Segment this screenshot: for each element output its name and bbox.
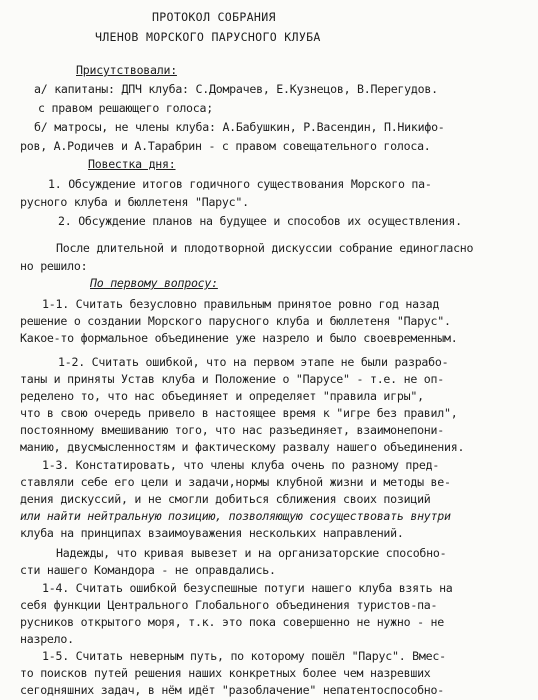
- text-line: После длительной и плодотворной дискуссии собрание единогласно: [56, 241, 474, 255]
- text-line: б/ матросы, не члены клуба: А.Бабушкин, Р.Васендин, П.Никифо-: [34, 120, 445, 134]
- text-line: манию, двусмысленностям и фактическому развалу нашего объединения.: [20, 440, 465, 454]
- text-line: сегодняшних задач, в нём идёт "разоблачение" непатентоспособно-: [20, 683, 444, 697]
- text-line: с правом решающего голоса;: [38, 101, 213, 115]
- text-line: Присутствовали:: [76, 63, 177, 77]
- document-title: ПРОТОКОЛ СОБРАНИЯ: [152, 10, 276, 24]
- text-line: русников открытого моря, т.к. это пока совершенно не нужно - не: [20, 615, 444, 629]
- text-line: а/ капитаны: ДПЧ клуба: С.Домрачев, Е.Кузнецов, В.Перегудов.: [34, 82, 438, 96]
- section-heading: По первому вопросу:: [90, 276, 218, 290]
- text-line: русного клуба и бюллетеня "Парус".: [20, 195, 249, 209]
- text-line: 1-2. Считать ошибкой, что на первом этапе не были разрабо-: [58, 355, 449, 369]
- text-line: 1-4. Считать ошибкой безуспешные потуги нашего клуба взять на: [42, 581, 453, 595]
- text-line: ределено то, что нас объединяет и определяет "правила игры",: [20, 389, 424, 403]
- text-line: но решило:: [20, 259, 88, 273]
- text-line: ров, А.Родичев и А.Тарабрин - с правом совещательного голоса.: [20, 139, 431, 153]
- text-line: Какое-то формальное объединение уже назрело и было своевременным.: [20, 331, 458, 345]
- text-line: себя функции Центрального Глобального объединения туристов-па-: [20, 598, 438, 612]
- text-line: что в свою очередь привело в настоящее время к "игре без правил",: [20, 406, 458, 420]
- text-line: клуба на принципах взаимоуважения нескольких направлений.: [20, 526, 404, 540]
- text-line: 2. Обсуждение планов на будущее и способов их осуществления.: [58, 214, 462, 228]
- text-line: 1-5. Считать неверным путь, по которому пошёл "Парус". Вмес-: [42, 649, 446, 663]
- text-line: 1-1. Считать безусловно правильным принятое ровно год назад: [42, 297, 440, 311]
- text-line: Повестка дня:: [88, 157, 176, 171]
- text-line: или найти нейтральную позицию, позволяющую сосуществовать внутри: [20, 509, 451, 523]
- text-line: дения дискуссий, и не смогли добиться сближения своих позиций: [20, 492, 431, 506]
- text-line: ставляли себе его цели и задачи,нормы клубной жизни и методы ве-: [20, 475, 451, 489]
- text-line: сти нашего Командора - не оправдались.: [20, 563, 276, 577]
- document-subtitle: ЧЛЕНОВ МОРСКОГО ПАРУСНОГО КЛУБА: [95, 30, 321, 44]
- text-line: 1. Обсуждение итогов годичного существования Морского па-: [48, 177, 432, 191]
- text-line: Надежды, что кривая вывезет и на организаторские способно-: [56, 546, 447, 560]
- text-line: решение о создании Морского парусного клуба и бюллетеня "Парус".: [20, 314, 451, 328]
- text-line: таны и приняты Устав клуба и Положение о "Парусе" - т.е. не оп-: [20, 372, 444, 386]
- text-line: назрело.: [20, 632, 74, 646]
- text-line: то поисков путей решения наших конкретных более чем назревших: [20, 666, 431, 680]
- text-line: 1-3. Констатировать, что члены клуба очень по разному пред-: [42, 458, 440, 472]
- text-line: постоянному вмешиванию того, что нас разъединяет, взаимонепони-: [20, 423, 444, 437]
